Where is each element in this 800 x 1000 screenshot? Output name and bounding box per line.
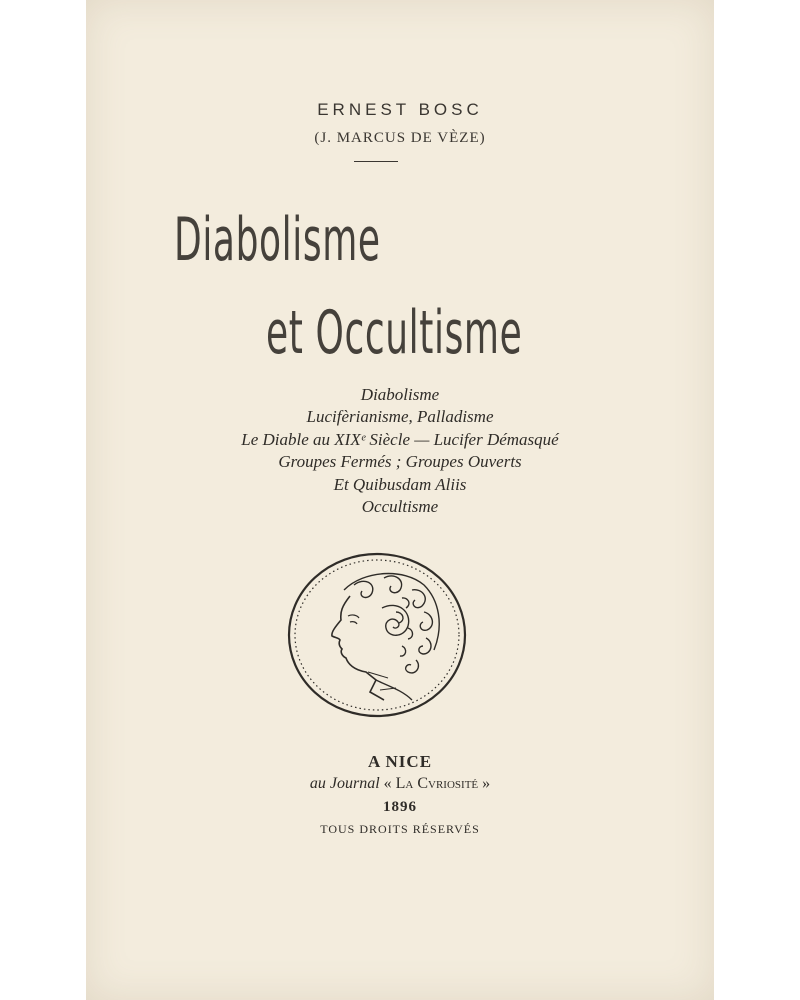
title-page xyxy=(86,0,714,1000)
subtitle-list xyxy=(86,384,714,518)
publisher-name: « La Cvriosité » xyxy=(383,775,491,792)
title-line-1: Diabolisme xyxy=(174,205,381,275)
publisher-prefix: au Journal xyxy=(309,775,380,792)
imprint-year: 1896 xyxy=(383,799,417,815)
subtitle-line: Et Quibusdam Aliis xyxy=(333,474,467,494)
imprint-publisher xyxy=(86,775,714,793)
medallion-vignette xyxy=(284,550,470,720)
rights-notice: TOUS DROITS RÉSERVÉS xyxy=(320,822,480,836)
author-pseudonym: (J. MARCUS DE VÈZE) xyxy=(314,130,486,146)
divider-rule xyxy=(354,161,398,162)
title-line-2: et Occultisme xyxy=(266,298,523,368)
author-name: ERNEST BOSC xyxy=(317,100,483,119)
subtitle-line: Le Diable au XIXᵉ Siècle — Lucifer Démasqué xyxy=(241,429,559,449)
subtitle-line: Lucifèrianisme, Palladisme xyxy=(306,407,494,427)
imprint-place: A NICE xyxy=(367,752,433,771)
subtitle-line: Occultisme xyxy=(361,497,439,517)
subtitle-line: Diabolisme xyxy=(360,385,440,404)
subtitle-line: Groupes Fermés ; Groupes Ouverts xyxy=(278,452,522,472)
